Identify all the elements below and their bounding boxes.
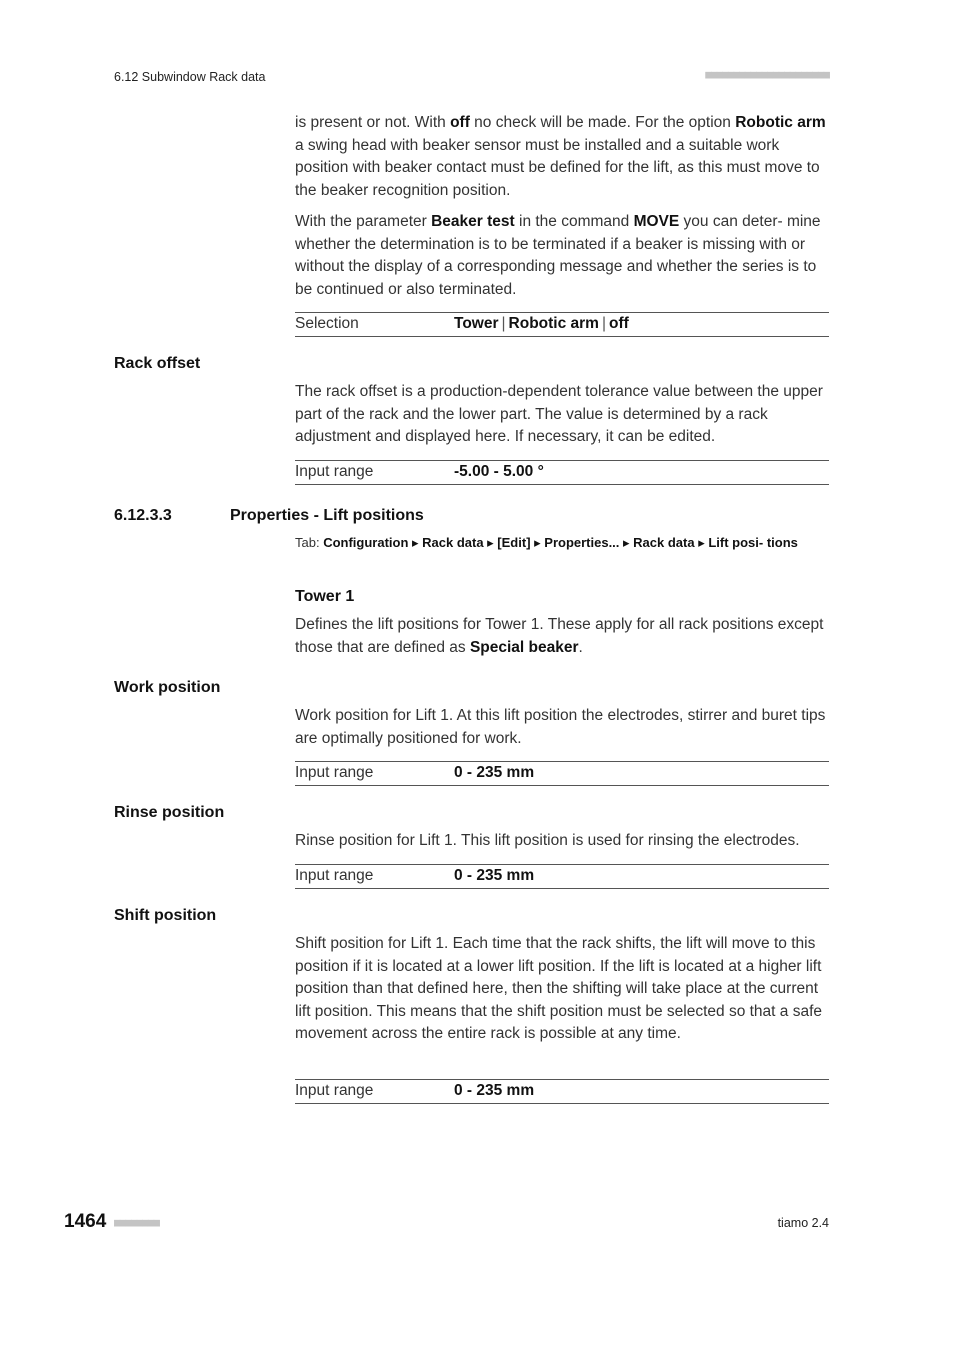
rack-offset-label: Rack offset	[114, 355, 201, 372]
shift-position-text: Shift position for Lift 1. Each time that the rack shifts, the lift will move to this position if it is located at a lower lift position. If the lift is located at a higher lift position than that defined here, then the shifting will take place at the current lift position. This means that the shift position must be selected so that a safe movement across the entire rack is possible at any time.	[295, 935, 822, 1043]
tab-path: Tab: Configuration ▸ Rack data ▸ [Edit] ▸ Properties... ▸ Rack data ▸ Lift posi- tions	[295, 535, 798, 550]
table-value: 0 - 235 mm	[454, 867, 535, 884]
intro-paragraph-2: With the parameter Beaker test in the command MOVE you can deter- mine whether the determination is to be terminated if a beaker is missing with or without the display of a corresponding message and whether the series is to be continued or also terminated.	[295, 213, 821, 298]
work-position-text: Work position for Lift 1. At this lift position the electrodes, stirrer and buret tips are optimally positioned for work.	[295, 707, 826, 747]
table-key: Input range	[295, 1082, 374, 1099]
shift-position-table	[295, 1079, 829, 1104]
page-number: 1464	[64, 1211, 107, 1232]
tower-text: Defines the lift positions for Tower 1. These apply for all rack positions except those that are defined as Special beaker.	[295, 616, 824, 656]
work-position-label: Work position	[114, 679, 221, 696]
running-header-section: 6.12 Subwindow Rack data	[114, 70, 266, 84]
rinse-position-table	[295, 864, 829, 889]
table-key: Input range	[295, 867, 374, 884]
rinse-position-text: Rinse position for Lift 1. This lift position is used for rinsing the electrodes.	[295, 832, 800, 849]
section-title: Properties - Lift positions	[230, 507, 424, 524]
table-value: -5.00 - 5.00 °	[454, 463, 544, 480]
footer-product: tiamo 2.4	[777, 1216, 829, 1230]
selection-table	[295, 312, 829, 337]
table-key: Input range	[295, 764, 374, 781]
rack-offset-table	[295, 460, 829, 485]
table-value: 0 - 235 mm	[454, 764, 535, 781]
header-decoration: ■■■■■■■■■■■■■■■■■■■■■■	[705, 68, 829, 81]
footer-decoration: ■■■■■■■■	[114, 1216, 159, 1229]
rack-offset-text: The rack offset is a production-dependent tolerance value between the upper part of the rack and the lower part. The value is determined by a rack adjustment and displayed here. If necessary, it can be edited.	[295, 383, 823, 446]
tower-heading: Tower 1	[295, 588, 355, 605]
section-number: 6.12.3.3	[114, 507, 172, 524]
table-value: Tower | Robotic arm | off	[454, 315, 629, 332]
rinse-position-label: Rinse position	[114, 804, 225, 821]
shift-position-label: Shift position	[114, 907, 217, 924]
table-value: 0 - 235 mm	[454, 1082, 535, 1099]
intro-paragraph-1: is present or not. With off no check will be made. For the option Robotic arm a swing head with beaker sensor must be installed and a suitable work position with beaker contact must be defined for the lift, as this must move to the beaker recognition position.	[295, 114, 826, 199]
work-position-table	[295, 761, 829, 786]
table-key: Selection	[295, 315, 359, 332]
table-key: Input range	[295, 463, 374, 480]
